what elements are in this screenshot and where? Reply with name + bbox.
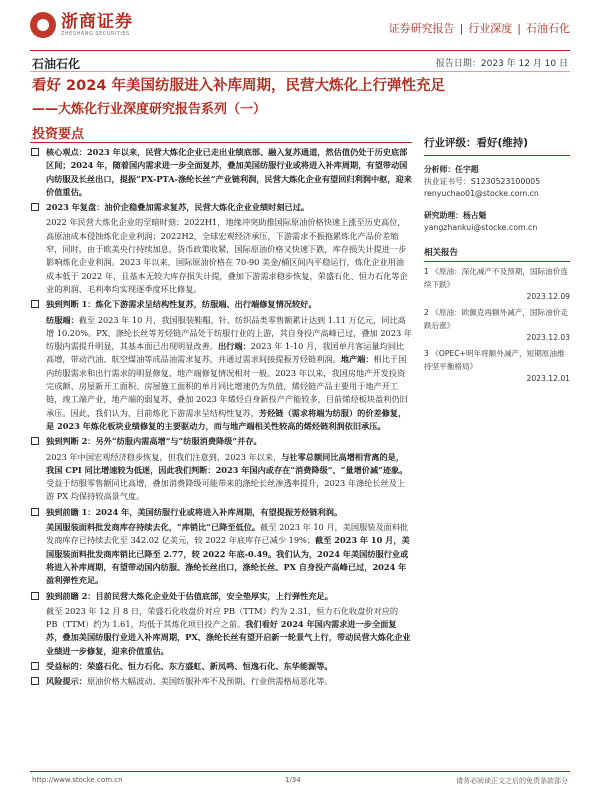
paragraph-text: 纺服端：截至 2023 年 10 月，我国服装鞋帽、针、纺织品类零售额累计达到 1.11 万亿元，同比高增 10.20%。PX、涤纶长丝等芳烃链产品处于纺服行业的上游，其自身投产高峰已过，叠加 2023 年纺服内需提升明显，其基本面已出现明显改善。出行端：2023 年 1-10 月，我国单月客运量均同比高增，带动汽油、航空煤油等成品油需求复苏，并通过需求间接提振芳烃链利润。地产端：相比于国内纺服需求和出行需求的明显修复，地产端修复情况相对一般。2023 年以来，我国房地产开发投资完成额、房屋新开工面积、房屋施工面积的单月同比增速仍为负值，烯烃链产品主要用于地产开工链，竣工端产业，地产端的弱复苏，叠加 2023 年烯烃自身新投产产能较多，目前烯烃板块盈利仍旧承压。因此，我们认为，目前炼化下游需求呈结构性复苏，芳烃链（需求将端为纺服）的价差修复，是 2023 年炼化板块业绩修复的主要驱动力，而与地产端相关性较高的烯烃链利润依旧承压。 (46, 314, 412, 431)
analyst-email[interactable]: renyuchao01@stocke.com.cn (424, 189, 539, 198)
analyst-cert: 执业证书号：S1230523100005 (424, 177, 541, 186)
related-report-item[interactable]: 2 《原油：欧佩克再额外减产，国际油价走跌后涨》 (424, 308, 568, 330)
summary-paragraph (30, 590, 412, 603)
researcher-name: 研究助理：杨占魁 (424, 211, 487, 220)
paragraph-text: 独到判断 2：另外“纺服内需高增”与“纺服消费降级”并存。 (46, 436, 262, 447)
page-number: 1/34 (285, 776, 301, 784)
paragraph-text: 独到前瞻 2：目前民营大炼化企业处于估值底部，安全垫厚实，上行弹性充足。 (46, 590, 333, 601)
paragraph-text: 2023 年复盘：油价企稳叠加需求复苏，民营大炼化企业业绩时刻已过。 (46, 202, 310, 213)
logo-mark-icon (30, 12, 56, 38)
main-content (30, 146, 412, 691)
related-report-item[interactable]: 3 《OPEC+明年将额外减产，短期原油维持坚平衡格局》 (424, 349, 565, 371)
checkbox-bullet-icon (31, 203, 39, 211)
analyst-name: 分析师：任宇超 (424, 165, 479, 174)
related-report-date: 2023.12.03 (526, 333, 570, 342)
nav-sector: 石油石化 (526, 22, 570, 35)
checkbox-bullet-icon (31, 662, 39, 670)
footer-disclaimer: 请务必阅读正文之后的免责条款部分 (456, 777, 568, 785)
sidebar (424, 131, 570, 385)
summary-paragraph (30, 146, 412, 199)
analyst-block (424, 164, 570, 234)
summary-paragraph (30, 451, 412, 504)
paragraph-text: 核心观点：2023 年以来，民营大炼化企业已走出业绩底部、融入复苏通道，然估值仍处于历史底部区间；2024 年，随着国内需求进一步全面复苏，叠加美国纺服行业或将进入补库周期，有望带动国内纺服及长丝出口，提振“PX-PTA-涤纶长丝”产业链利润，民营大炼化企业有望回归利润中枢，迎来价值重估。 (46, 147, 412, 197)
paragraph-text: 独到判断 1：炼化下游需求呈结构性复苏，纺服端、出行端修复情况较好。 (46, 299, 317, 310)
page-footer (30, 771, 570, 787)
paragraph-text: 2023 年中国宏观经济稳步恢复，但我们注意到，2023 年以来，与社零总额同比高增相背离的是，我国 CPI 同比增速较为低迷，因此我们判断：2023 年国内或存在“消费降级”、“量增价减”迹象。受益于纺服零售额同比高增，叠加消费降级可能带来的涤纶长丝渗透率提升，2023 年涤纶长丝及上游 PX 均保持较高景气度。 (46, 451, 408, 502)
paragraph-text: 受益标的：荣盛石化、恒力石化、东方盛虹、新凤鸣、恒逸石化、东华能源等。 (46, 660, 333, 671)
related-report-date: 2023.12.01 (526, 374, 570, 383)
related-reports-list (424, 265, 570, 385)
section-divider (30, 142, 412, 143)
related-reports-heading: 相关报告 (424, 246, 570, 262)
section-heading: 投资要点 (32, 127, 85, 142)
summary-paragraph (30, 506, 412, 519)
summary-paragraph (30, 201, 412, 214)
header-nav: 证券研究报告 | 行业深度 | 石油石化 (388, 22, 570, 35)
checkbox-bullet-icon (31, 592, 39, 600)
summary-paragraph (30, 675, 412, 688)
nav-report-type: 证券研究报告 (388, 22, 455, 35)
report-title: 看好 2024 年美国纺服进入补库周期，民营大炼化上行弹性充足 (32, 78, 445, 94)
researcher-email[interactable]: yangzhankui@stocke.com.cn (424, 223, 538, 232)
checkbox-bullet-icon (31, 508, 39, 516)
page-header (30, 8, 570, 44)
nav-report-depth: 行业深度 (468, 22, 513, 35)
related-report-date: 2023.12.09 (526, 292, 570, 301)
logo-cn-text: 浙商证券 (61, 12, 133, 32)
summary-paragraph (30, 216, 412, 296)
sector-bar (30, 50, 570, 72)
paragraph-text: 截至 2023 年 12 月 8 日，荣盛石化收盘价对应 PB（TTM）约为 2.31，恒力石化收盘价对应的 PB（TTM）约为 1.61，均低于其炼化项目投产之前。我们看好 2024 年国内需求进一步全面复苏，叠加美国纺服行业进入补库周期，PX、涤纶长丝有望开启新一轮景气上行，带动民营大炼化企业业绩进一步修复，迎来价值重估。 (46, 605, 411, 656)
checkbox-bullet-icon (31, 437, 39, 445)
report-date: 报告日期：2023 年 12 月 10 日 (435, 59, 568, 69)
sector-label: 石油石化 (32, 57, 81, 71)
summary-paragraph (30, 435, 412, 448)
checkbox-bullet-icon (31, 300, 39, 308)
industry-rating: 行业评级：看好(维持) (424, 131, 570, 156)
summary-paragraph (30, 314, 412, 434)
footer-url[interactable]: http://www.stocke.com.cn (32, 776, 123, 784)
summary-paragraph (30, 660, 412, 673)
related-report-item[interactable]: 1 《原油：深化减产不及预期，国际油价连续下跌》 (424, 267, 568, 289)
paragraph-text: 2022 年民营大炼化企业的至暗时刻：2022H1，地缘冲突助推国际原油价格快速上涨至历史高位，高原油成本侵蚀炼化企业利润；2022H2，全球宏观经济承压，下游需求不振拖累炼化产品价差缩窄，同时，由于欧美央行持续加息，货币政策收紧，国际原油价格又快速下跌，库存损失计提进一步影响炼化企业利润。2023 年以来，国际原油价格在 70-90 美金/桶区间内平稳运行，炼化企业用油成本低于 2022 年，且基本无较大库存损失计提，叠加下游需求稳步恢复，荣盛石化、恒力石化等企业的利润、毛利率均实现逐季度环比修复。 (46, 217, 408, 294)
company-logo (30, 12, 133, 38)
logo-en-text: ZHESHANG SECURITIES (61, 31, 130, 37)
summary-paragraph (30, 521, 412, 587)
paragraph-text: 风险提示：原油价格大幅波动、美国纺服补库不及预期、行业供需格局恶化等。 (46, 676, 333, 687)
paragraph-text: 独到前瞻 1：2024 年，美国纺服行业或将进入补库周期，有望提振芳烃链利润。 (46, 506, 343, 517)
paragraph-text: 美国服装面料批发商库存持续去化，“库销比”已降至低位。截至 2023 年 10 月，美国服装及面料批发商库存已持续去化至 342.02 亿美元，较 2022 年底库存已减少 19%；截至 2023 年 10 月，美国服装面料批发商库销比已降至 2.77，较 2022 年底-0.49。我们认为，2024 年美国纺服行业或将进入补库周期，有望带动国内纺服、涤纶长丝出口，涤纶长丝、PX 自身投产高峰已过，2024 年盈利弹性充足。 (46, 522, 410, 586)
summary-paragraph (30, 605, 412, 658)
checkbox-bullet-icon (31, 677, 39, 685)
report-subtitle: ——大炼化行业深度研究报告系列（一） (32, 102, 267, 117)
summary-paragraph (30, 298, 412, 311)
checkbox-bullet-icon (31, 148, 39, 156)
